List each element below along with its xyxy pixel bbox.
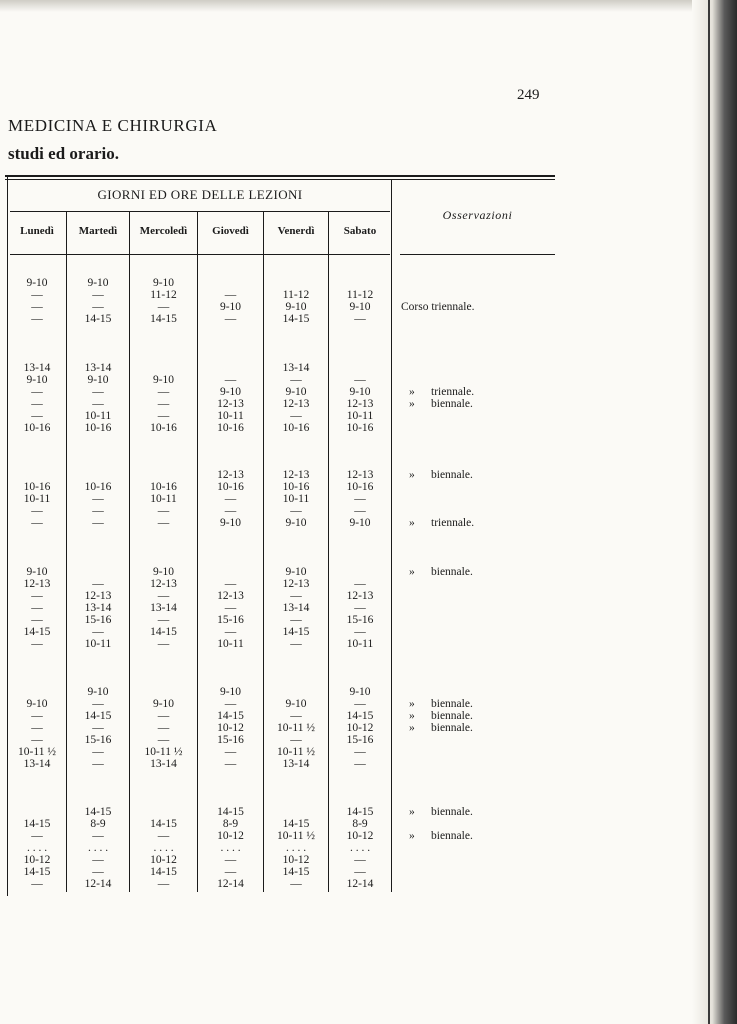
- remark-text: triennale.: [431, 386, 475, 398]
- remark-text: biennale.: [431, 398, 473, 410]
- table-cell: 10-16: [217, 422, 244, 434]
- table-cell: 14-15: [84, 806, 112, 818]
- table-cell: —: [354, 758, 366, 770]
- table-cell: —: [92, 626, 104, 638]
- table-cell: 9-10: [285, 698, 307, 710]
- scan-top-shadow: [0, 0, 737, 12]
- table-cell: —: [224, 758, 237, 770]
- table-cell: 10-16: [282, 481, 310, 493]
- table-cell: 12-14: [217, 878, 244, 890]
- observations-header: Osservazioni: [442, 208, 513, 222]
- table-cell: 9-10: [285, 517, 307, 529]
- ditto-marker: »: [409, 710, 415, 722]
- table-cell: —: [290, 374, 302, 386]
- table-cell: —: [31, 398, 43, 410]
- table-cell: —: [157, 410, 170, 422]
- table-cell: —: [224, 866, 237, 878]
- table-cell: —: [157, 830, 170, 842]
- table-cell: —: [157, 614, 170, 626]
- table-cell: —: [157, 386, 170, 398]
- table-cell: —: [92, 289, 104, 301]
- page-number: 249: [517, 87, 540, 103]
- table-cell: 12-13: [217, 590, 244, 602]
- remark-text: biennale.: [431, 566, 473, 578]
- table-cell: 10-12: [217, 722, 244, 734]
- table-cell: —: [290, 590, 302, 602]
- table-cell: —: [290, 710, 302, 722]
- table-cell: —: [157, 590, 170, 602]
- table-cell: 10-11: [282, 493, 310, 505]
- table-cell: —: [92, 830, 104, 842]
- ditto-marker: »: [409, 469, 415, 481]
- table-cell: —: [354, 698, 366, 710]
- table-cell: —: [354, 746, 366, 758]
- col-header-lunedi: Lunedì: [20, 225, 54, 237]
- table-cell: 12-13: [346, 398, 374, 410]
- table-cell: 9-10: [219, 517, 242, 529]
- table-cell: 14-15: [217, 806, 244, 818]
- table-cell: —: [92, 398, 104, 410]
- table-cell: —: [31, 878, 43, 890]
- remark-text: biennale.: [431, 806, 473, 818]
- table-cell: 13-14: [282, 602, 310, 614]
- col-sep-obs: [391, 180, 392, 892]
- remark-text: biennale.: [431, 698, 473, 710]
- table-cell: —: [92, 758, 104, 770]
- table-cell: 9-10: [219, 686, 242, 698]
- table-cell: 14-15: [84, 313, 112, 325]
- table-cell: 12-14: [84, 878, 112, 890]
- table-cell: 14-15: [217, 710, 244, 722]
- table-cell: —: [354, 505, 366, 517]
- table-cell: —: [92, 301, 104, 313]
- table-cell: 14-15: [282, 866, 310, 878]
- table-cell: —: [31, 722, 43, 734]
- table-cell: —: [92, 578, 104, 590]
- table-cell: 10-11 ½: [277, 830, 315, 842]
- remark-text: biennale.: [431, 830, 473, 842]
- table-cell: 13-14: [23, 362, 51, 374]
- table-cell: 9-10: [285, 386, 307, 398]
- observation-remark: [401, 301, 474, 313]
- table-cell: . . . .: [26, 842, 48, 854]
- table-cell: 10-16: [150, 481, 177, 493]
- table-cell: 9-10: [26, 698, 48, 710]
- table-cell: —: [31, 638, 43, 650]
- table-cell: 12-13: [282, 578, 310, 590]
- table-cell: 9-10: [219, 386, 242, 398]
- table-cell: 15-16: [84, 734, 112, 746]
- table-cell: —: [354, 602, 366, 614]
- table-cell: 11-12: [150, 289, 177, 301]
- table-cell: 9-10: [152, 566, 175, 578]
- table-cell: 11-12: [282, 289, 310, 301]
- table-cell: 13-14: [84, 362, 112, 374]
- table-cell: 10-11: [217, 638, 244, 650]
- table-cell: 10-11: [23, 493, 51, 505]
- table-cell: 14-15: [282, 626, 310, 638]
- table-cell: 12-13: [282, 398, 310, 410]
- table-cell: —: [157, 722, 170, 734]
- ditto-marker: »: [409, 566, 415, 578]
- table-cell: —: [157, 505, 170, 517]
- table-cell: 9-10: [26, 374, 48, 386]
- table-cell: 14-15: [150, 626, 177, 638]
- ditto-marker: »: [409, 806, 415, 818]
- table-cell: —: [31, 289, 43, 301]
- table-cell: 15-16: [346, 734, 374, 746]
- table-cell: —: [92, 517, 104, 529]
- table-cell: . . . .: [153, 842, 174, 854]
- table-cell: —: [92, 505, 104, 517]
- table-cell: —: [290, 410, 302, 422]
- table-cell: —: [157, 398, 170, 410]
- observation-remark: [409, 398, 473, 410]
- table-cell: 13-14: [150, 758, 177, 770]
- table-cell: 12-14: [346, 878, 374, 890]
- col-header-venerdi: Venerdì: [277, 225, 315, 237]
- table-cell: . . . .: [285, 842, 307, 854]
- table-cell: 12-13: [217, 398, 244, 410]
- table-cell: —: [224, 602, 237, 614]
- table-cell: —: [354, 866, 366, 878]
- col-header-sabato: Sabato: [343, 225, 377, 237]
- table-cell: —: [224, 746, 237, 758]
- table-cell: 14-15: [282, 313, 310, 325]
- observation-remark: [409, 698, 473, 710]
- observation-remark: [409, 710, 473, 722]
- table-cell: 8-9: [352, 818, 368, 830]
- table-cell: —: [224, 854, 237, 866]
- table-cell: 15-16: [217, 614, 244, 626]
- table-cell: —: [224, 374, 237, 386]
- table-cell: —: [290, 878, 302, 890]
- table-cell: 12-13: [150, 578, 177, 590]
- table-cell: —: [224, 626, 237, 638]
- remark-text: biennale.: [431, 469, 473, 481]
- table-cell: —: [290, 614, 302, 626]
- table-cell: —: [31, 602, 43, 614]
- observation-remark: [409, 469, 473, 481]
- table-cell: 13-14: [282, 362, 310, 374]
- table-cell: 10-11 ½: [277, 722, 315, 734]
- table-cell: 10-16: [23, 481, 51, 493]
- table-cell: 14-15: [346, 806, 374, 818]
- table-cell: 13-14: [84, 602, 112, 614]
- table-cell: 12-13: [84, 590, 112, 602]
- table-cell: —: [92, 386, 104, 398]
- table-cell: 14-15: [150, 313, 177, 325]
- table-cell: —: [290, 734, 302, 746]
- ditto-marker: »: [409, 386, 415, 398]
- table-cell: 14-15: [150, 818, 177, 830]
- table-cell: —: [31, 590, 43, 602]
- ditto-marker: »: [409, 398, 415, 410]
- table-cell: 10-11 ½: [18, 746, 56, 758]
- table-cell: 9-10: [152, 277, 175, 289]
- table-cell: —: [157, 710, 170, 722]
- observation-remark: [409, 566, 473, 578]
- table-cell: 9-10: [87, 277, 109, 289]
- table-cell: 15-16: [217, 734, 244, 746]
- table-cell: 10-16: [282, 422, 310, 434]
- table-cell: 12-13: [217, 469, 244, 481]
- table-cell: 10-12: [346, 722, 374, 734]
- table-cell: 13-14: [23, 758, 51, 770]
- table-cell: —: [354, 578, 366, 590]
- table-cell: 10-12: [150, 854, 177, 866]
- table-cell: 12-13: [282, 469, 310, 481]
- table-cell: —: [157, 301, 170, 313]
- scan-binding-edge: [692, 0, 737, 1024]
- table-cell: 10-11: [84, 410, 112, 422]
- table-cell: 8-9: [90, 818, 106, 830]
- table-cell: 9-10: [349, 686, 371, 698]
- table-cell: —: [224, 289, 237, 301]
- remark-text: Corso triennale.: [401, 301, 475, 313]
- page-subtitle: studi ed orario.: [8, 144, 119, 163]
- table-cell: . . . .: [87, 842, 109, 854]
- table-cell: 10-11: [346, 638, 374, 650]
- header-bottom-rule: [10, 254, 390, 255]
- ditto-marker: »: [409, 517, 415, 529]
- obs-header-rule: [400, 254, 555, 255]
- table-top-rule-2: [5, 179, 555, 180]
- table-cell: 9-10: [26, 566, 48, 578]
- ditto-marker: »: [409, 698, 415, 710]
- table-cell: 10-16: [217, 481, 244, 493]
- table-cell: —: [157, 517, 170, 529]
- group-header: GIORNI ED ORE DELLE LEZIONI: [97, 187, 303, 202]
- table-cell: —: [157, 638, 170, 650]
- table-cell: —: [354, 313, 366, 325]
- col-header-mercoledi: Mercoledì: [139, 225, 188, 237]
- table-cell: —: [224, 493, 237, 505]
- table-cell: —: [31, 410, 43, 422]
- table-cell: —: [290, 638, 302, 650]
- table-cell: 9-10: [26, 277, 48, 289]
- table-cell: —: [31, 710, 43, 722]
- table-cell: 10-16: [346, 481, 374, 493]
- table-cell: 10-11: [217, 410, 244, 422]
- table-cell: 10-11: [84, 638, 112, 650]
- table-cell: 10-11: [150, 493, 177, 505]
- table-cell: 10-16: [84, 422, 112, 434]
- table-cell: —: [92, 722, 104, 734]
- table-cell: —: [92, 854, 104, 866]
- table-cell: 9-10: [87, 374, 109, 386]
- table-cell: —: [157, 734, 170, 746]
- observation-remark: [409, 386, 474, 398]
- table-cell: 9-10: [152, 698, 175, 710]
- table-cell: 14-15: [84, 710, 112, 722]
- observation-remark: [409, 806, 473, 818]
- table-cell: —: [31, 517, 43, 529]
- table-cell: —: [31, 614, 43, 626]
- table-cell: 10-16: [23, 422, 51, 434]
- table-top-rule: [5, 175, 555, 177]
- table-cell: 10-11: [346, 410, 374, 422]
- ditto-marker: »: [409, 830, 415, 842]
- table-cell: 14-15: [23, 866, 51, 878]
- table-cell: —: [92, 866, 104, 878]
- table-cell: . . . .: [349, 842, 371, 854]
- table-cell: 14-15: [23, 626, 51, 638]
- table-cell: 9-10: [285, 566, 307, 578]
- col-header-martedi: Martedì: [78, 225, 118, 237]
- table-cell: 11-12: [346, 289, 374, 301]
- table-cell: —: [31, 301, 43, 313]
- table-cell: 10-12: [23, 854, 51, 866]
- table-cell: 12-13: [346, 590, 374, 602]
- table-cell: 9-10: [87, 686, 109, 698]
- table-cell: —: [224, 313, 237, 325]
- table-cell: 14-15: [282, 818, 310, 830]
- table-cell: 15-16: [84, 614, 112, 626]
- table-cell: —: [31, 386, 43, 398]
- table-cell: 9-10: [349, 517, 371, 529]
- table-cell: —: [224, 578, 237, 590]
- table-cell: —: [224, 505, 237, 517]
- table-cell: 15-16: [346, 614, 374, 626]
- remark-text: biennale.: [431, 722, 473, 734]
- table-cell: —: [224, 698, 237, 710]
- table-cell: —: [92, 746, 104, 758]
- observation-remark: [409, 517, 474, 529]
- table-cell: —: [31, 313, 43, 325]
- table-cell: —: [157, 878, 170, 890]
- table-cell: —: [31, 830, 43, 842]
- table-cell: 10-12: [346, 830, 374, 842]
- table-cell: —: [290, 505, 302, 517]
- table-cell: 9-10: [349, 301, 371, 313]
- table-cell: 9-10: [285, 301, 307, 313]
- table-cell: 9-10: [219, 301, 242, 313]
- table-cell: 14-15: [150, 866, 177, 878]
- table-cell: 10-11 ½: [277, 746, 315, 758]
- table-cell: 14-15: [346, 710, 374, 722]
- remark-text: triennale.: [431, 517, 475, 529]
- col-header-giovedi: Giovedì: [212, 225, 249, 237]
- table-cell: . . . .: [220, 842, 241, 854]
- table-cell: —: [92, 698, 104, 710]
- table-cell: 9-10: [349, 386, 371, 398]
- table-cell: —: [354, 374, 366, 386]
- table-cell: —: [31, 505, 43, 517]
- table-cell: —: [354, 493, 366, 505]
- table-cell: —: [354, 626, 366, 638]
- table-cell: 10-12: [282, 854, 310, 866]
- table-cell: 10-12: [217, 830, 244, 842]
- table-cell: 8-9: [222, 818, 239, 830]
- table-cell: —: [92, 493, 104, 505]
- observation-remark: [409, 830, 473, 842]
- table-cell: 14-15: [23, 818, 51, 830]
- table-cell: 12-13: [346, 469, 374, 481]
- table-cell: 10-11 ½: [144, 746, 183, 758]
- table-cell: 10-16: [150, 422, 177, 434]
- remark-text: biennale.: [431, 710, 473, 722]
- table-cell: —: [31, 734, 43, 746]
- table-cell: 9-10: [152, 374, 175, 386]
- table-cell: 13-14: [150, 602, 177, 614]
- table-cell: 10-16: [84, 481, 112, 493]
- table-cell: —: [354, 854, 366, 866]
- group-header-rule: [10, 211, 390, 212]
- table-cell: 13-14: [282, 758, 310, 770]
- table-cell: 10-16: [346, 422, 374, 434]
- observation-remark: [409, 722, 473, 734]
- ditto-marker: »: [409, 722, 415, 734]
- page-title: MEDICINA E CHIRURGIA: [8, 116, 218, 135]
- table-cell: 12-13: [23, 578, 51, 590]
